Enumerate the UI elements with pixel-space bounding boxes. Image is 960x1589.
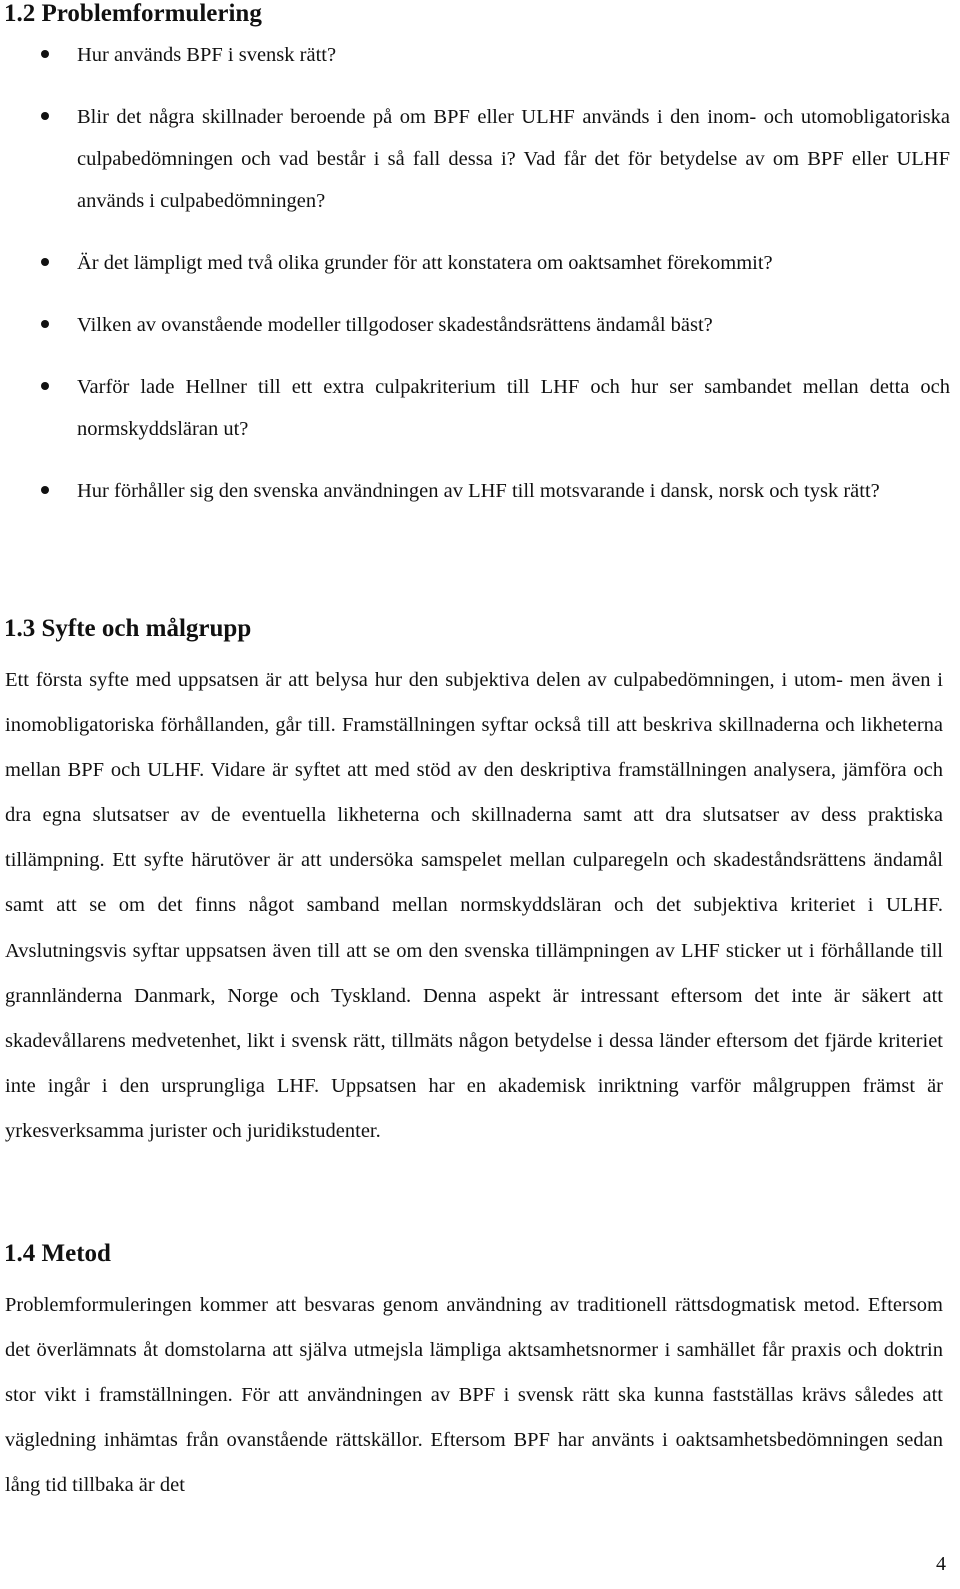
syfte-paragraph: Ett första syfte med uppsatsen är att belysa hur den subjektiva delen av culpabedömningen, i utom- men även i inomobligatoriska förhållanden, går till. Framställningen syftar också till att beskriva skillnaderna och likheterna mellan BPF och ULHF. Vidare är syftet att med stöd av den deskriptiva framställningen analysera, jämföra och dra egna slutsatser av de eventuella likheterna och skillnaderna samt att dra slutsatser av dess praktiska tillämpning. Ett syfte härutöver är att undersöka samspelet mellan culparegeln och skadeståndsrättens ändamål samt att se om det finns något samband mellan normskyddsläran och det subjektiva kriteriet i ULHF. Avslutningsvis syftar uppsatsen även till att se om den svenska tillämpningen av LHF sticker ut i förhållande till grannländerna Danmark, Norge och Tyskland. Denna aspekt är intressant eftersom det inte är säkert att skadevållarens medvetenhet, likt i svensk rätt, tillmäts någon betydelse i dessa länder eftersom det fjärde kriteriet inte ingår i den ursprungliga LHF. Uppsatsen har en akademisk inriktning varför målgruppen främst är yrkesverksamma jurister och juridikstudenter. — [5, 669, 943, 1142]
list-item — [0, 96, 950, 222]
question-text: Vilken av ovanstående modeller tillgodoser skadeståndsrättens ändamål bäst? — [77, 314, 713, 336]
question-text: Är det lämpligt med två olika grunder för att konstatera om oaktsamhet förekommit? — [77, 252, 773, 274]
section-heading-problemformulering: 1.2 Problemformulering — [4, 0, 262, 27]
section-heading-metod: 1.4 Metod — [4, 1240, 111, 1267]
list-item — [0, 470, 950, 512]
bullet-icon — [41, 112, 49, 120]
question-text: Blir det några skillnader beroende på om BPF eller ULHF används i den inom- och utomobligatoriska culpabedömningen och vad består i så fall dessa i? Vad får det för betydelse av om BPF eller ULHF används i culpabedömningen? — [77, 106, 950, 212]
list-item — [0, 34, 950, 76]
bullet-icon — [41, 258, 49, 266]
bullet-icon — [41, 50, 49, 58]
question-list — [0, 34, 950, 532]
bullet-icon — [41, 320, 49, 328]
page-number: 4 — [936, 1553, 946, 1575]
question-text: Hur används BPF i svensk rätt? — [77, 44, 337, 66]
metod-paragraph: Problemformuleringen kommer att besvaras genom användning av traditionell rättsdogmatisk metod. Eftersom det överlämnats åt domstolarna att själva utmejsla lämpliga aktsamhetsnormer i samhället får praxis och doktrin stor vikt i framställningen. För att användningen av BPF i svensk rätt ska kunna fastställas krävs således att vägledning inhämtas från ovanstående rättskällor. Eftersom BPF har använts i oaktsamhetsbedömningen sedan lång tid tillbaka är det — [5, 1294, 943, 1497]
list-item — [0, 304, 950, 346]
bullet-icon — [41, 382, 49, 390]
section-heading-syfte: 1.3 Syfte och målgrupp — [4, 615, 252, 642]
list-item — [0, 366, 950, 450]
question-text: Hur förhåller sig den svenska användningen av LHF till motsvarande i dansk, norsk och tysk rätt? — [77, 480, 880, 502]
bullet-icon — [41, 486, 49, 494]
question-text: Varför lade Hellner till ett extra culpakriterium till LHF och hur ser sambandet mellan detta och normskyddsläran ut? — [77, 376, 950, 440]
list-item — [0, 242, 950, 284]
